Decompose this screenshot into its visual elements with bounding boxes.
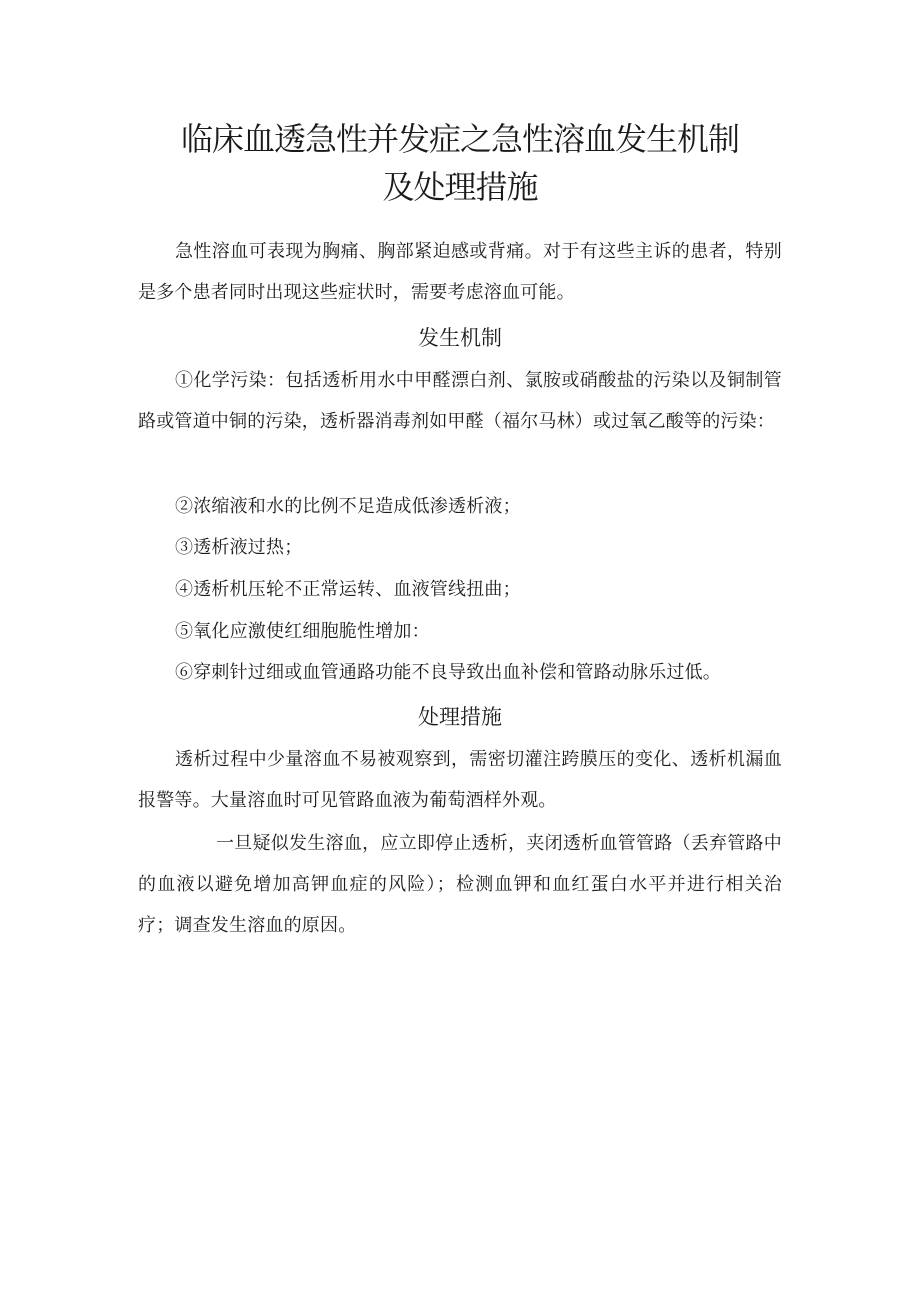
treatment-paragraph-1: 透析过程中少量溶血不易被观察到，需密切灌注跨膜压的变化、透析机漏血报警等。大量溶血时可见管路血液为葡萄酒样外观。 — [138, 749, 782, 811]
mechanism-item-4: ④透析机压轮不正常运转、血液管线扭曲； — [175, 579, 521, 600]
mechanism-item-6: ⑥穿刺针过细或血管通路功能不良导致出血补偿和管路动脉乐过低。 — [175, 662, 721, 683]
mechanism-item-3: ③透析液过热； — [175, 537, 303, 558]
intro-paragraph: 急性溶血可表现为胸痛、胸部紧迫感或背痛。对于有这些主诉的患者，特别是多个患者同时出现这些症状时，需要考虑溶血可能。 — [138, 241, 782, 303]
mechanism-item-5: ⑤氧化应激使红细胞脆性增加： — [175, 621, 430, 642]
document-title-line-1: 临床血透急性并发症之急性溶血发生机制 — [180, 120, 739, 158]
document-title-line-2: 及处理措施 — [382, 168, 538, 206]
treatment-heading: 处理措施 — [418, 705, 502, 729]
mechanism-item-2: ②浓缩液和水的比例不足造成低渗透析液； — [175, 496, 521, 517]
treatment-paragraph-2: 一旦疑似发生溶血，应立即停止透析，夹闭透析血管管路（丢弃管路中的血液以避免增加高钾血症的风险）；检测血钾和血红蛋白水平并进行相关治疗；调查发生溶血的原因。 — [138, 833, 782, 936]
mechanism-item-1: ①化学污染：包括透析用水中甲醛漂白剂、氯胺或硝酸盐的污染以及铜制管路或管道中铜的污染，透析器消毒剂如甲醛（福尔马林）或过氧乙酸等的污染： — [138, 370, 782, 432]
mechanism-heading: 发生机制 — [418, 326, 502, 350]
